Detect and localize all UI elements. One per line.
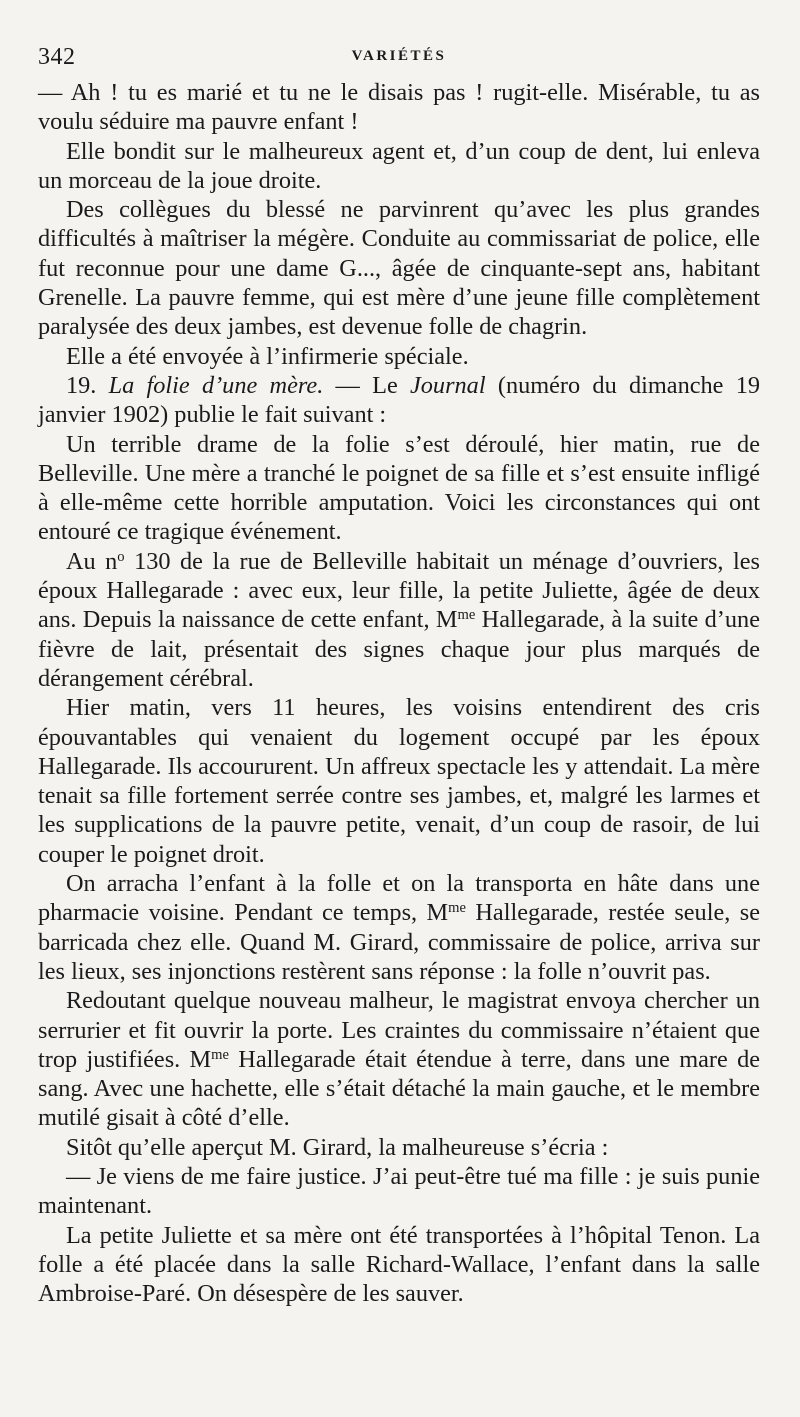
superscript: me [457, 607, 476, 624]
paragraph-text: Hallegarade était étendue à terre, dans une mare de sang. Avec une hachette, elle s’était détaché la main gauche, et le membre mutilé gisait à côté d’elle. [38, 1045, 761, 1132]
journal-name: Journal [410, 371, 486, 399]
superscript: me [448, 900, 466, 917]
case-title: La folie d’une mère. [108, 371, 324, 399]
paragraph [38, 547, 760, 693]
paragraph [38, 869, 760, 986]
paragraph-text: 130 de la rue de Belleville habitait un ménage d’ouvriers, les époux Hallegarade : avec eux, leur fille, la petite Juliette, âgée de deux ans. Depuis la naissance de cette enfant, M [38, 547, 760, 634]
running-head [38, 34, 760, 78]
page-number: 342 [38, 44, 76, 70]
paragraph [38, 986, 760, 1132]
superscript: o [117, 548, 125, 565]
superscript: me [211, 1046, 229, 1063]
paragraph-text: Hallegarade, à la suite d’une fièvre de lait, présentait des signes chaque jour plus marqués de dérangement cérébral. [38, 606, 760, 692]
case-intro: (numéro du dimanche 19 janvier 1902) publie le fait suivant : [38, 371, 760, 429]
case-heading-paragraph [38, 371, 760, 430]
paragraph-text: On arracha l’enfant à la folle et on la transporta en hâte dans une pharmacie voisine. Pendant ce temps, M [38, 870, 760, 927]
paragraph: Sitôt qu’elle aperçut M. Girard, la malheureuse s’écria : [65, 1133, 609, 1161]
quote-paragraph: — Je viens de me faire justice. J’ai peut-être tué ma fille : je suis punie maintenant. [38, 1162, 760, 1220]
paragraph-text: Au n [65, 547, 118, 575]
case-number: 19. [65, 371, 97, 399]
paragraph-text: Hallegarade, restée seule, se barricada chez elle. Quand M. Girard, commissaire de police, arriva sur les lieux, ses injonctions restèrent sans réponse : la folle n’ouvrit pas. [38, 899, 760, 985]
paragraph: Elle a été envoyée à l’infirmerie spéciale. [65, 342, 469, 370]
paragraph: — Ah ! tu es marié et tu ne le disais pas ! rugit-elle. Misérable, tu as voulu séduire ma pauvre enfant ! [38, 79, 760, 136]
running-title: VARIÉTÉS [351, 48, 447, 64]
paragraph: Un terrible drame de la folie s’est déroulé, hier matin, rue de Belleville. Une mère a tranché le poignet de sa fille et s’est ensuite infligé à elle-même cette horrible amputation. Voici les circonstances qui ont entouré ce tragique événement. [38, 430, 760, 546]
paragraph: La petite Juliette et sa mère ont été transportées à l’hôpital Tenon. La folle a été placée dans la salle Richard-Wallace, l’enfant dans la salle Ambroise-Paré. On désespère de les sauver. [38, 1221, 760, 1308]
body-text [38, 78, 760, 1308]
paragraph-text: Redoutant quelque nouveau malheur, le magistrat envoya chercher un serrurier et fit ouvrir la porte. Les craintes du commissaire n’étaient que trop justifiées. M [38, 987, 760, 1073]
case-dash: — Le [323, 371, 410, 399]
paragraph: Elle bondit sur le malheureux agent et, d’un coup de dent, lui enleva un morceau de la joue droite. [38, 137, 760, 194]
paragraph: Des collègues du blessé ne parvinrent qu’avec les plus grandes difficultés à maîtriser la mégère. Conduite au commissariat de police, elle fut reconnue pour une dame G..., âgée de cinquante-sept ans, habitant Grenelle. La pauvre femme, qui est mère d’une jeune fille complètement paralysée des deux jambes, est devenue folle de chagrin. [38, 196, 760, 341]
paragraph: Hier matin, vers 11 heures, les voisins entendirent des cris épouvantables qui venaient du logement occupé par les époux Hallegarade. Ils accoururent. Un affreux spectacle les y attendait. La mère tenait sa fille fortement serrée contre ses jambes, et, malgré les larmes et les supplications de la pauvre petite, venait, d’un coup de rasoir, de lui couper le poignet droit. [38, 694, 760, 868]
